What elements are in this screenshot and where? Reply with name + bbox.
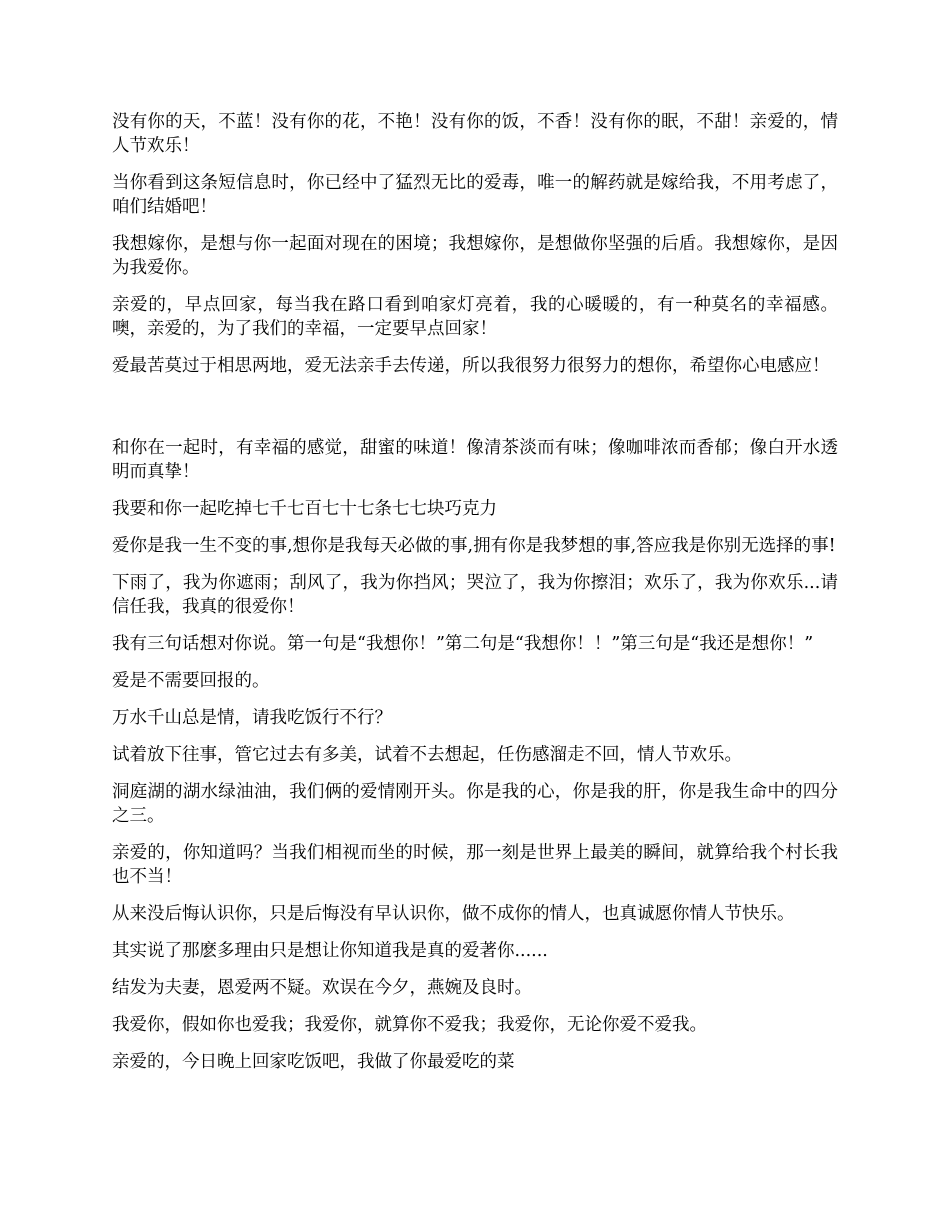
message-section-1 bbox=[112, 110, 838, 378]
message-paragraph: 我爱你，假如你也爱我；我爱你，就算你不爱我；我爱你，无论你爱不爱我。 bbox=[112, 1015, 707, 1035]
message-paragraph: 万水千山总是情，请我吃饭行不行？ bbox=[112, 708, 392, 728]
message-paragraph: 其实说了那麽多理由只是想让你知道我是真的爱著你...... bbox=[112, 941, 548, 961]
message-paragraph: 亲爱的，今日晚上回家吃饭吧，我做了你最爱吃的菜 bbox=[112, 1052, 515, 1072]
message-paragraph: 我有三句话想对你说。第一句是“我想你！”第二句是“我想你！！”第三句是“我还是想你！” bbox=[112, 634, 814, 654]
message-paragraph: 洞庭湖的湖水绿油油，我们俩的爱情刚开头。你是我的心，你是我的肝，你是我生命中的四分之三。 bbox=[112, 782, 838, 826]
message-paragraph: 爱你是我一生不变的事,想你是我每天必做的事,拥有你是我梦想的事,答应我是你别无选择的事! bbox=[112, 536, 836, 556]
section-gap bbox=[112, 391, 838, 436]
message-paragraph: 亲爱的，早点回家，每当我在路口看到咱家灯亮着，我的心暖暖的，有一种莫名的幸福感。噢，亲爱的，为了我们的幸福，一定要早点回家！ bbox=[112, 295, 838, 339]
message-paragraph: 下雨了，我为你遮雨；刮风了，我为你挡风；哭泣了，我为你擦泪；欢乐了，我为你欢乐...请信任我，我真的很爱你！ bbox=[112, 573, 838, 617]
message-paragraph: 从来没后悔认识你，只是后悔没有早认识你，做不成你的情人，也真诚愿你情人节快乐。 bbox=[112, 904, 795, 924]
message-paragraph: 当你看到这条短信息时，你已经中了猛烈无比的爱毒，唯一的解药就是嫁给我，不用考虑了，咱们结婚吧！ bbox=[112, 173, 838, 217]
message-paragraph: 和你在一起时，有幸福的感觉，甜蜜的味道！像清茶淡而有味；像咖啡浓而香郁；像白开水透明而真挚！ bbox=[112, 438, 838, 482]
message-paragraph: 我要和你一起吃掉七千七百七十七条七七块巧克力 bbox=[112, 499, 497, 519]
message-paragraph: 没有你的天，不蓝！没有你的花，不艳！没有你的饭，不香！没有你的眠，不甜！亲爱的，情人节欢乐！ bbox=[112, 112, 838, 156]
message-paragraph: 我想嫁你，是想与你一起面对现在的困境；我想嫁你，是想做你坚强的后盾。我想嫁你，是因为我爱你。 bbox=[112, 234, 838, 278]
message-section-2 bbox=[112, 436, 838, 1074]
message-paragraph: 试着放下往事，管它过去有多美，试着不去想起，任伤感溜走不回，情人节欢乐。 bbox=[112, 745, 742, 765]
message-paragraph: 亲爱的，你知道吗？当我们相视而坐的时候，那一刻是世界上最美的瞬间，就算给我个村长我也不当！ bbox=[112, 843, 838, 887]
message-paragraph: 结发为夫妻，恩爱两不疑。欢误在今夕，燕婉及良时。 bbox=[112, 978, 532, 998]
message-paragraph: 爱是不需要回报的。 bbox=[112, 671, 270, 691]
message-paragraph: 爱最苦莫过于相思两地，爱无法亲手去传递，所以我很努力很努力的想你，希望你心电感应！ bbox=[112, 356, 830, 376]
